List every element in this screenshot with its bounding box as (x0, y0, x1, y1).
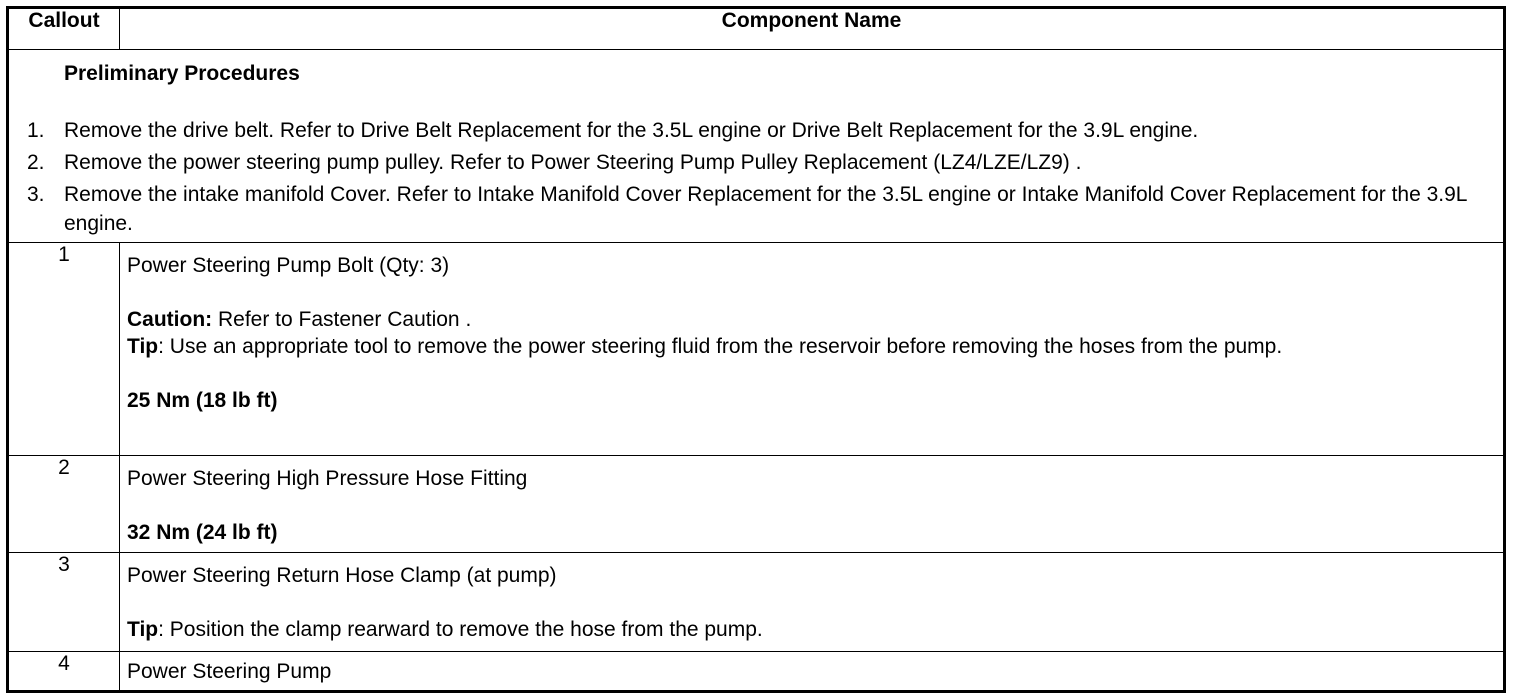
callout-cell: 1 (8, 243, 120, 456)
list-item (9, 148, 1503, 177)
table-row (8, 652, 1505, 692)
preliminary-steps (9, 116, 1503, 238)
torque-spec: 32 Nm (24 lb ft) (127, 521, 278, 544)
tip-label: Tip (127, 335, 159, 358)
component-name: Power Steering Return Hose Clamp (at pump) (127, 564, 557, 587)
table-row (8, 243, 1505, 456)
torque-spec: 25 Nm (18 lb ft) (127, 389, 278, 412)
component-table (6, 6, 1506, 693)
component-cell (120, 553, 1505, 652)
header-callout: Callout (8, 8, 120, 50)
step-number: 1. (27, 119, 45, 142)
list-item (9, 180, 1503, 238)
step-text: Remove the power steering pump pulley. Refer to Power Steering Pump Pulley Replacement (LZ4/LZE/LZ9) . (64, 151, 1082, 174)
step-text: Remove the drive belt. Refer to Drive Belt Replacement for the 3.5L engine or Drive Belt Replacement for the 3.9L engine. (64, 119, 1199, 142)
component-cell (120, 652, 1505, 692)
callout-cell: 2 (8, 456, 120, 553)
callout-cell: 3 (8, 553, 120, 652)
caution-text: Refer to Fastener Caution . (212, 308, 472, 331)
tip-note (127, 616, 1503, 643)
preliminary-cell (8, 50, 1505, 243)
component-name: Power Steering Pump (127, 659, 332, 683)
step-number: 2. (27, 151, 45, 174)
header-row (8, 8, 1505, 50)
component-name: Power Steering High Pressure Hose Fitting (127, 467, 528, 490)
component-cell (120, 456, 1505, 553)
caution-label: Caution: (127, 308, 213, 331)
component-name: Power Steering Pump Bolt (Qty: 3) (127, 254, 450, 277)
header-component-name: Component Name (120, 8, 1505, 50)
preliminary-title: Preliminary Procedures (64, 62, 300, 85)
tip-note (127, 333, 1503, 360)
tip-text: : Position the clamp rearward to remove the hose from the pump. (158, 618, 763, 641)
tip-label: Tip (127, 618, 159, 641)
caution-note (127, 306, 1503, 333)
table-row (8, 553, 1505, 652)
table-row (8, 456, 1505, 553)
step-text: Remove the intake manifold Cover. Refer to Intake Manifold Cover Replacement for the 3.5L engine or Intake Manifold Cover Replacement for the 3.9L engine. (64, 183, 1467, 235)
callout-cell: 4 (8, 652, 120, 692)
list-item (9, 116, 1503, 145)
preliminary-row (8, 50, 1505, 243)
step-number: 3. (27, 183, 45, 206)
tip-text: : Use an appropriate tool to remove the power steering fluid from the reservoir before removing the hoses from the pump. (158, 335, 1283, 358)
component-cell (120, 243, 1505, 456)
